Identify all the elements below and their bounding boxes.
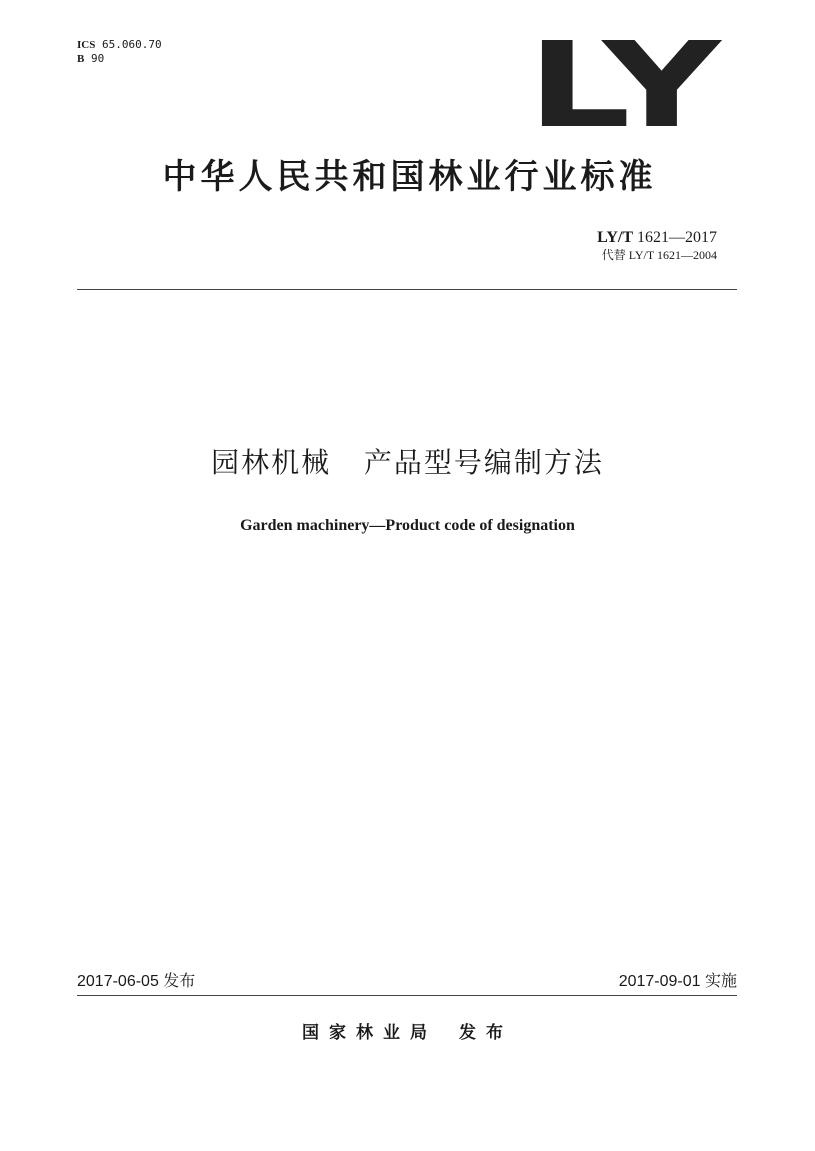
classification-block bbox=[77, 38, 162, 66]
ics-line bbox=[77, 38, 162, 52]
class-line bbox=[77, 52, 162, 66]
bottom-divider bbox=[77, 995, 737, 996]
issuer-line bbox=[0, 1020, 815, 1046]
implementation-date: 2017-09-01 bbox=[618, 973, 701, 990]
issue-label: 发布 bbox=[459, 1023, 513, 1043]
issuer-name: 国家林业局 bbox=[302, 1023, 437, 1043]
ics-label: ICS bbox=[77, 39, 96, 51]
release-label: 发布 bbox=[163, 973, 196, 990]
class-value: 90 bbox=[90, 52, 105, 65]
standard-number-value: 1621—2017 bbox=[637, 229, 717, 246]
document-title-cn: 园林机械 产品型号编制方法 bbox=[211, 446, 604, 479]
implementation-date-line bbox=[619, 971, 737, 993]
replaces-note: 代替 LY/T 1621—2004 bbox=[601, 248, 717, 262]
release-date: 2017-06-05 bbox=[77, 973, 159, 990]
document-title-en: Garden machinery—Product code of designation bbox=[240, 517, 575, 534]
top-divider bbox=[77, 289, 737, 290]
release-date-line bbox=[77, 971, 195, 993]
ly-logo: LY bbox=[527, 16, 718, 154]
national-standard-title: 中华人民共和国林业行业标准 bbox=[162, 157, 657, 197]
class-label: B bbox=[77, 53, 85, 65]
ics-value: 65.060.70 bbox=[101, 38, 162, 51]
standard-code: LY/T bbox=[597, 229, 633, 246]
implementation-label: 实施 bbox=[704, 973, 737, 990]
standard-number bbox=[597, 229, 717, 247]
